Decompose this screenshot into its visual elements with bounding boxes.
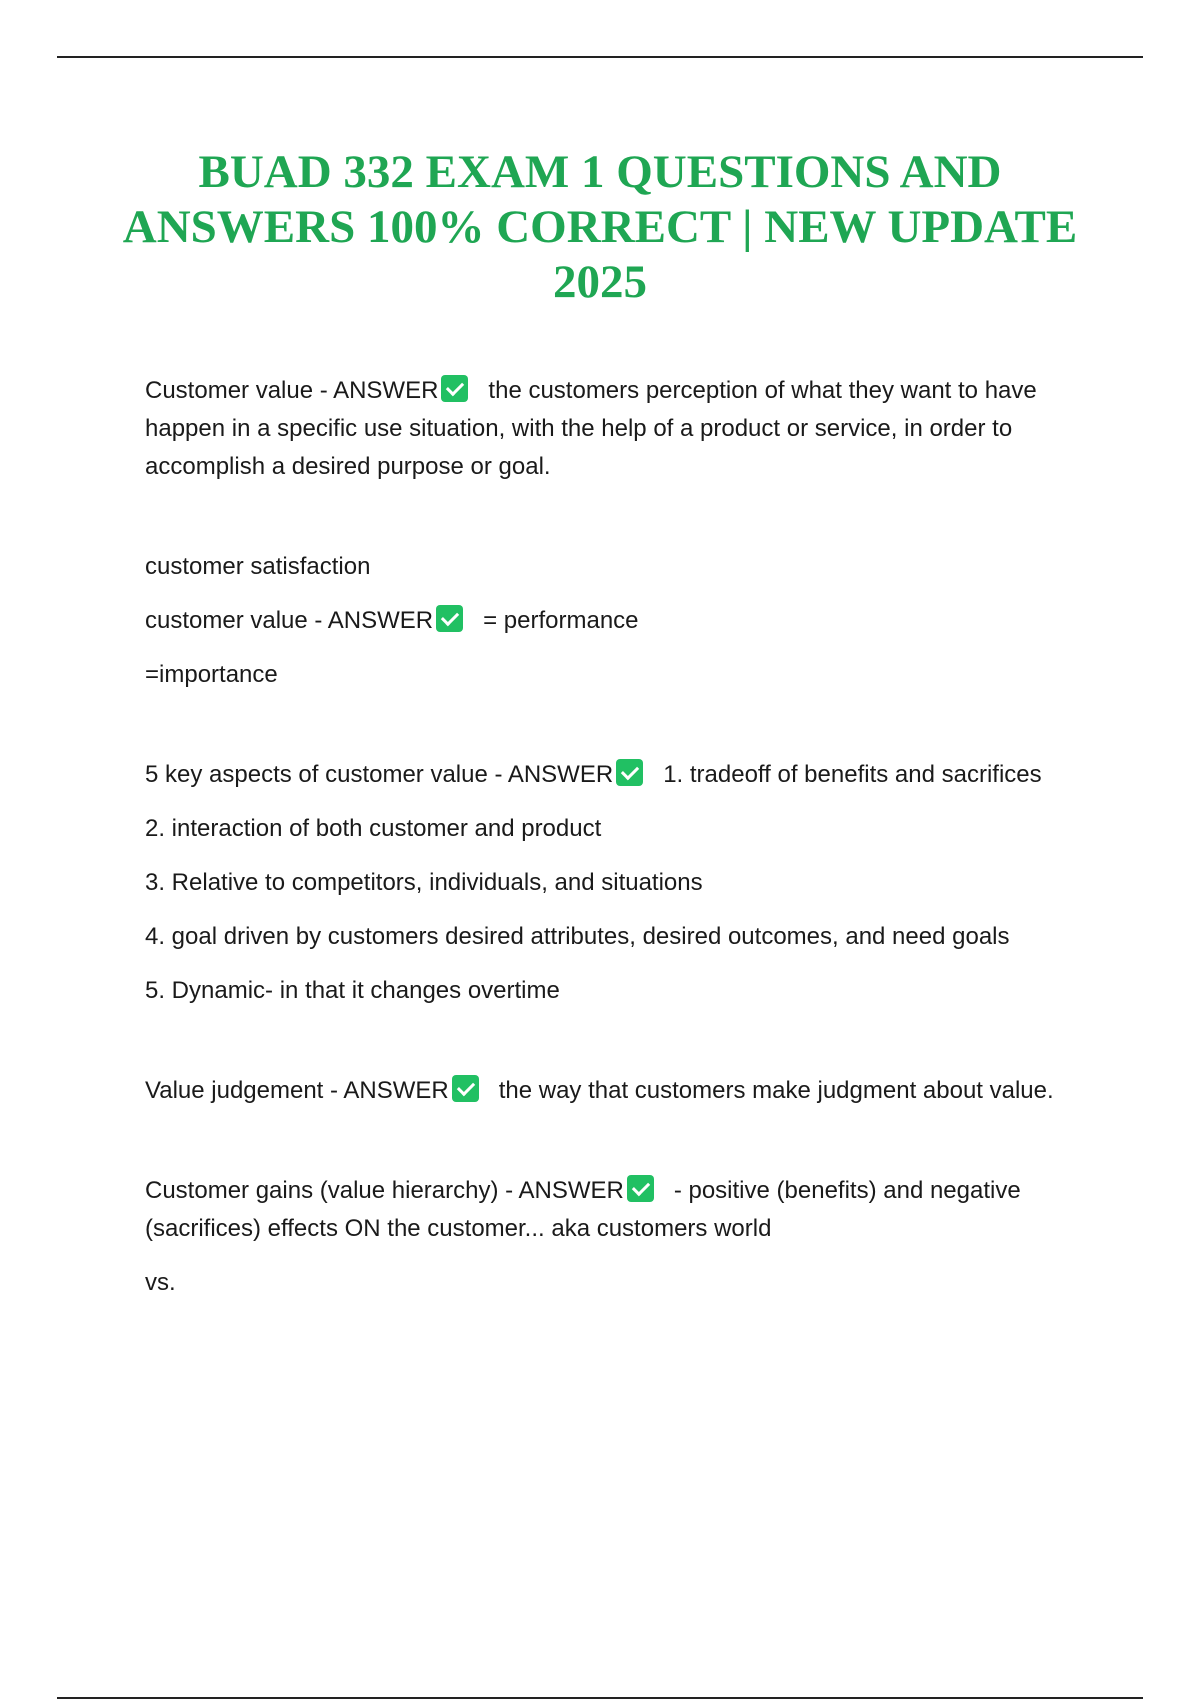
list-item: 2. interaction of both customer and product — [145, 815, 602, 842]
qa-entry-customer-value-formula — [145, 602, 1085, 640]
checkmark-icon — [452, 1075, 479, 1102]
qa-entry-customer-value — [145, 372, 1085, 486]
qa-entry-value-judgement — [145, 1072, 1085, 1110]
question-text: customer value - ANSWER — [145, 607, 434, 634]
question-text: 5 key aspects of customer value - ANSWER — [145, 761, 614, 788]
answer-text: the customers perception of what they want to have happen in a specific use situation, with the help of a product or service, in order to accomplish a desired purpose or goal. — [145, 377, 1037, 480]
checkmark-icon — [436, 605, 463, 632]
top-rule — [57, 56, 1143, 58]
answer-text: - positive (benefits) and negative (sacrifices) effects ON the customer... aka customers world — [145, 1177, 1021, 1242]
checkmark-icon — [616, 759, 643, 786]
lead-text: customer satisfaction — [145, 553, 371, 580]
answer-text: = performance — [483, 607, 639, 634]
qa-entry-customer-gains — [145, 1172, 1085, 1248]
qa-content — [145, 372, 1085, 1318]
checkmark-icon — [627, 1175, 654, 1202]
question-text: Customer gains (value hierarchy) - ANSWER — [145, 1177, 624, 1204]
bottom-rule — [57, 1697, 1143, 1699]
answer-text: 1. tradeoff of benefits and sacrifices — [663, 761, 1042, 788]
list-item: 3. Relative to competitors, individuals, and situations — [145, 869, 703, 896]
answer-text: the way that customers make judgment about value. — [498, 1077, 1054, 1104]
trailing-text: vs. — [145, 1269, 176, 1296]
question-text: Customer value - ANSWER — [145, 377, 439, 404]
list-item: 5. Dynamic- in that it changes overtime — [145, 977, 560, 1004]
list-item: 4. goal driven by customers desired attributes, desired outcomes, and need goals — [145, 923, 1010, 950]
document-title: BUAD 332 EXAM 1 QUESTIONS AND ANSWERS 100% CORRECT | NEW UPDATE 2025 — [122, 146, 1078, 308]
checkmark-icon — [441, 375, 468, 402]
trailing-text: =importance — [145, 661, 278, 688]
qa-entry-key-aspects — [145, 756, 1085, 794]
question-text: Value judgement - ANSWER — [145, 1077, 449, 1104]
